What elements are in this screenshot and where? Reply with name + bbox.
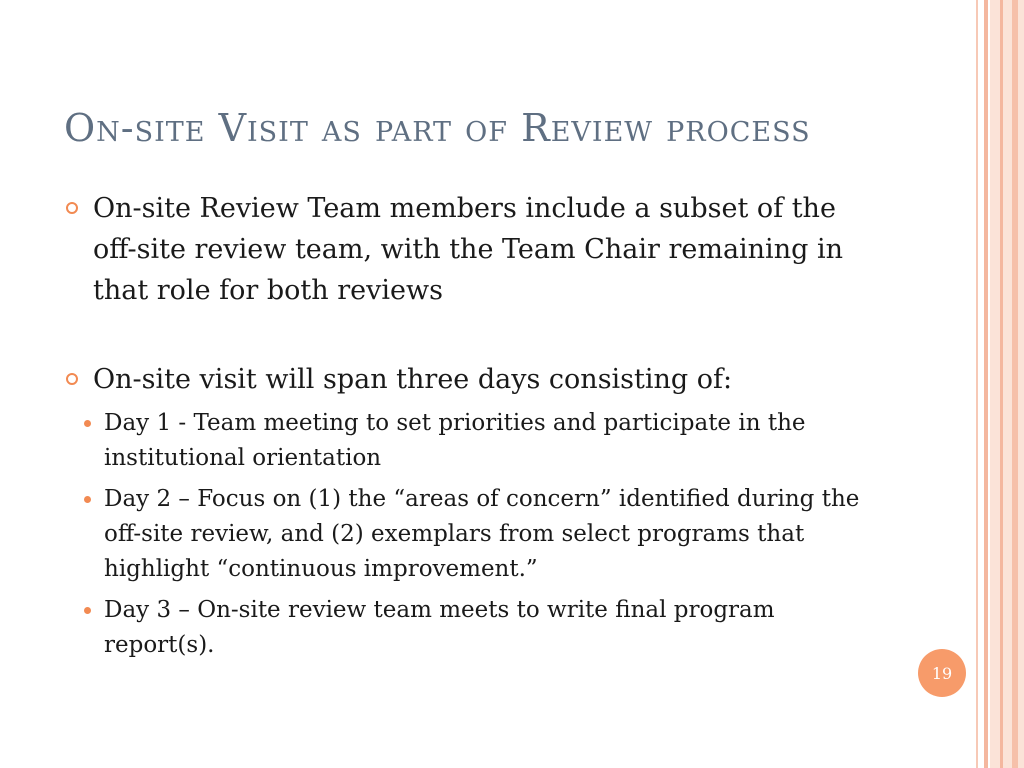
sub-bullet-text: Day 2 – Focus on (1) the “areas of concern” identified during the off-site review, and (2) exemplars from select programs that highlight “continuous improvement.” (104, 486, 860, 582)
page-number-badge: 19 (918, 649, 966, 697)
decor-stripe (976, 0, 978, 768)
sub-bullet-item (64, 482, 884, 587)
dot-bullet-icon (84, 420, 91, 427)
decor-stripe (990, 0, 1024, 768)
slide-body (64, 188, 884, 669)
bullet-item (64, 359, 884, 400)
sub-bullet-item (64, 406, 884, 476)
bullet-text: On-site Review Team members include a subset of the off-site review team, with the Team Chair remaining in that role for both reviews (93, 193, 843, 306)
dot-bullet-icon (84, 607, 91, 614)
dot-bullet-icon (84, 496, 91, 503)
decor-stripe (1012, 0, 1018, 768)
sub-bullet-list (64, 406, 884, 663)
sub-bullet-item (64, 593, 884, 663)
sub-bullet-text: Day 1 - Team meeting to set priorities and participate in the institutional orientation (104, 410, 806, 471)
bullet-text: On-site visit will span three days consisting of: (93, 364, 733, 395)
decor-stripe (1000, 0, 1003, 768)
sub-bullet-text: Day 3 – On-site review team meets to write final program report(s). (104, 597, 775, 658)
ring-bullet-icon (66, 373, 78, 385)
decor-stripe (984, 0, 988, 768)
slide-title: On-site Visit as part of Review process (64, 106, 811, 150)
ring-bullet-icon (66, 202, 78, 214)
bullet-item (64, 188, 884, 311)
